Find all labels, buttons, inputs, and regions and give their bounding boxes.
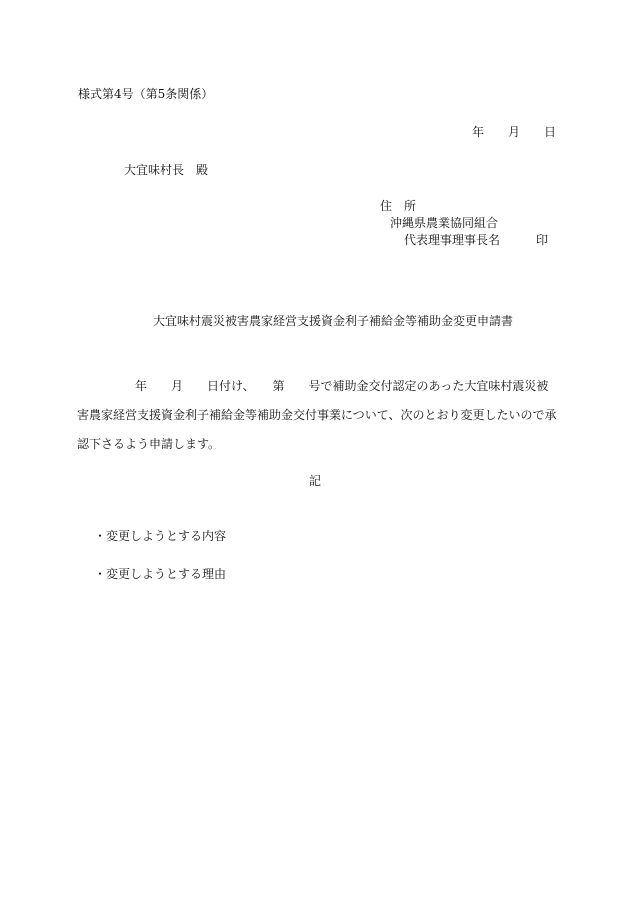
- document-title: 大宜味村震災被害農家経営支援資金利子補給金等補助金変更申請書: [152, 314, 513, 328]
- date-day-label: 日: [544, 125, 557, 139]
- organization-name: 沖縄県農業協同組合: [390, 216, 499, 230]
- date-year-label: 年: [472, 125, 485, 139]
- applicant-block: [380, 198, 548, 249]
- addressee: 大宜味村長 殿: [124, 163, 209, 177]
- body-line-1: [77, 372, 555, 401]
- address-label: 住 所: [380, 199, 417, 213]
- form-number: 様式第4号（第5条関係）: [78, 87, 214, 101]
- date-line: [472, 124, 556, 140]
- body-line-3: 認下さるよう申請します。: [77, 437, 221, 451]
- ki-heading: 記: [308, 474, 321, 488]
- date-month-label: 月: [508, 125, 521, 139]
- body-line-2: 害農家経営支援資金利子補給金等補助金交付事業について、次のとおり変更したいので承: [77, 408, 557, 422]
- list-item: ・変更しようとする内容: [94, 529, 227, 543]
- list-item: ・変更しようとする理由: [94, 567, 227, 581]
- representative-seal: 代表理事理事長名 印: [404, 233, 549, 247]
- body-line-1-text: 年 月 日付け、 第 号で補助金交付認定のあった大宜味村震災被: [135, 379, 549, 393]
- item-list: [94, 528, 226, 604]
- body-paragraph: [77, 372, 555, 459]
